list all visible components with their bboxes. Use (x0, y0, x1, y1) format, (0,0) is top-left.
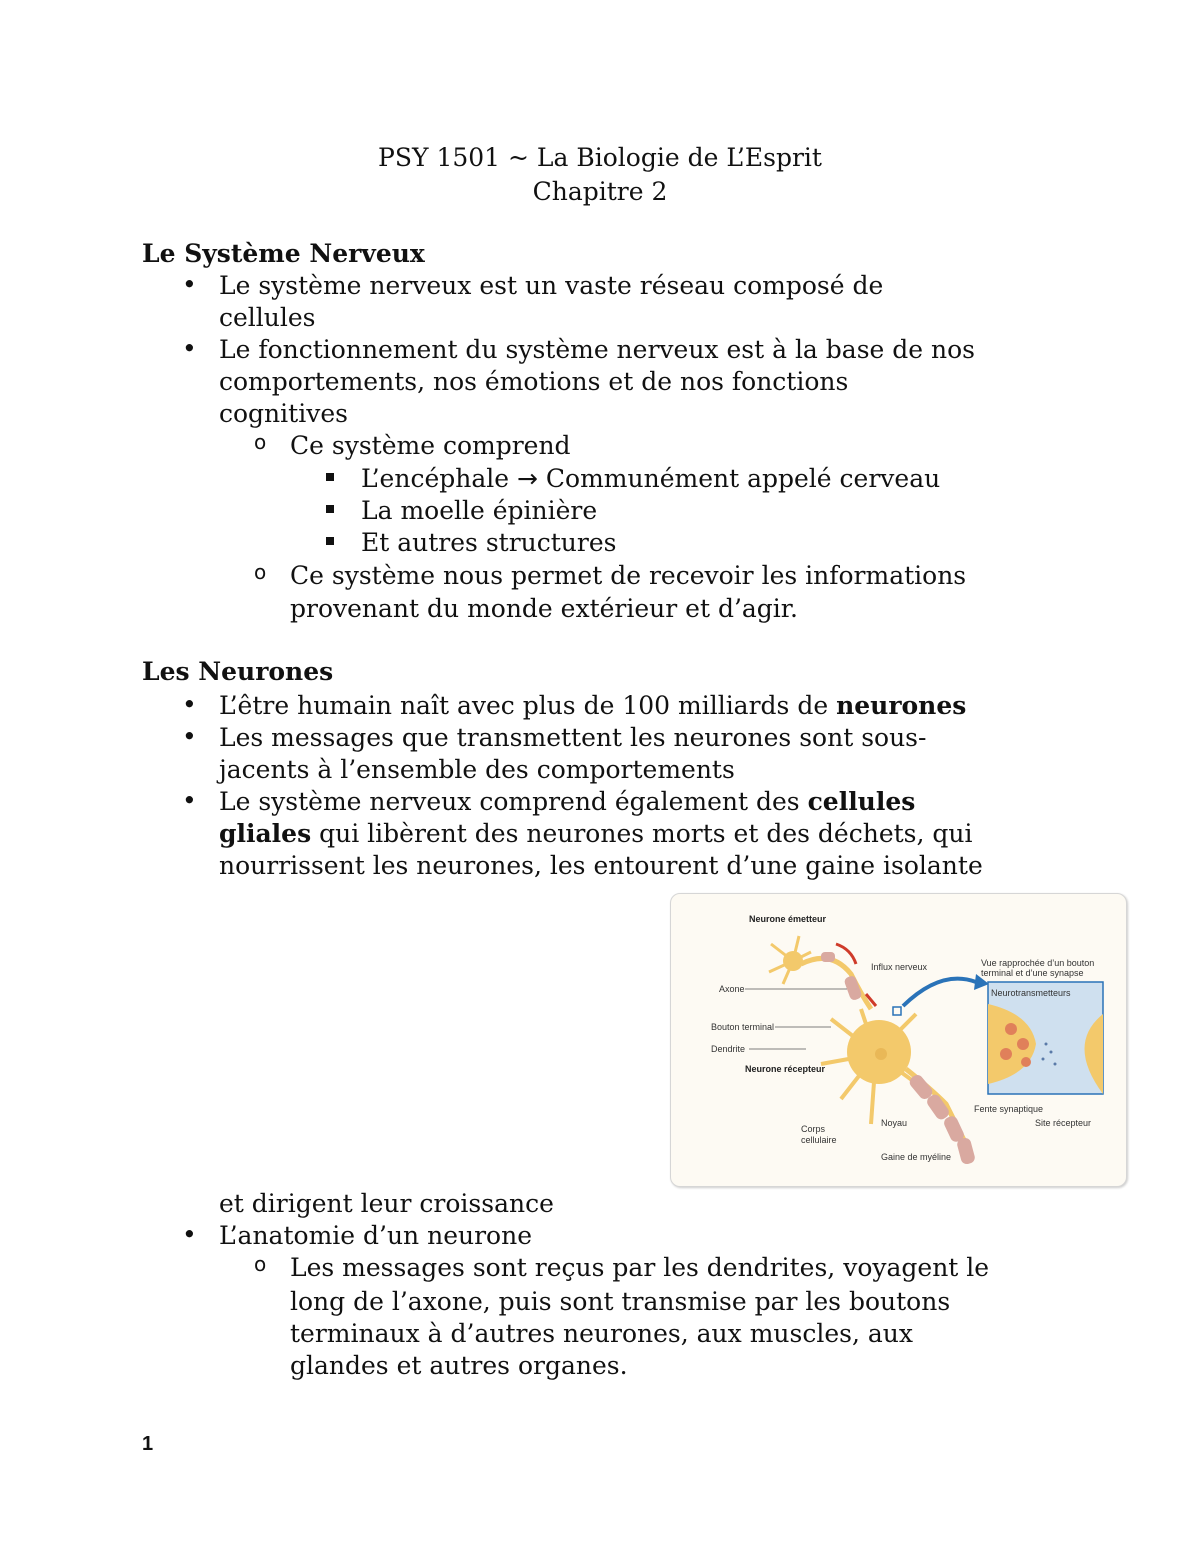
sub-sub-bullet-text: La moelle épinière (361, 496, 598, 525)
synapse-closeup (988, 982, 1103, 1094)
label-fente-synaptique: Fente synaptique (974, 1104, 1044, 1114)
sub-bullet-text: terminaux à d’autres neurones, aux muscles, aux (290, 1319, 913, 1348)
sub-sub-bullet-text (361, 463, 940, 495)
item-encephale: L’encéphale (361, 464, 510, 493)
sub-bullet-text: glandes et autres organes. (290, 1351, 628, 1380)
label-neurone-recepteur: Neurone récepteur (745, 1064, 826, 1074)
bullet-text (219, 786, 915, 818)
page-number: 1 (142, 1433, 154, 1455)
bullet-disc: • (182, 690, 197, 719)
bullet-circle: o (254, 560, 267, 584)
label-axone: Axone (719, 984, 745, 994)
bullet-text: nourrissent les neurones, les entourent d’une gaine isolante (219, 851, 983, 880)
bullet-text-part: L’être humain naît avec plus de 100 milliards de (219, 691, 837, 720)
label-influx-nerveux: Influx nerveux (871, 962, 928, 972)
label-gaine-myeline: Gaine de myéline (881, 1152, 952, 1162)
bullet-square (326, 537, 334, 545)
bullet-text: cellules (219, 303, 316, 332)
label-dendrite: Dendrite (711, 1044, 746, 1054)
bullet-text: Le fonctionnement du système nerveux est à la base de nos (219, 335, 975, 364)
bullet-text: Le système nerveux est un vaste réseau composé de (219, 271, 884, 300)
bold-term-neurones: neurones (836, 691, 967, 720)
receptor-neuron (821, 1009, 976, 1165)
sub-bullet-text: Ce système nous permet de recevoir les informations (290, 561, 967, 590)
sub-bullet-text: long de l’axone, puis sont transmise par les boutons (290, 1287, 951, 1316)
label-noyau: Noyau (881, 1118, 908, 1128)
arrow-icon: → (517, 464, 538, 493)
bullet-square (326, 505, 334, 513)
section-heading: Le Système Nerveux (142, 239, 425, 268)
section-heading: Les Neurones (142, 657, 334, 686)
bullet-circle: o (254, 430, 267, 454)
closeup-marker (893, 1007, 901, 1015)
bullet-disc: • (182, 334, 197, 363)
bullet-text-part: Le système nerveux comprend également des (219, 787, 808, 816)
bullet-text: cognitives (219, 399, 348, 428)
bullet-text (219, 690, 966, 722)
chapter-title: Chapitre 2 (532, 177, 668, 206)
bullet-circle: o (254, 1252, 267, 1276)
bullet-square (326, 473, 334, 481)
bold-term-gliales: gliales (219, 819, 312, 848)
label-bouton-terminal: Bouton terminal (711, 1022, 775, 1032)
bullet-text-part: qui libèrent des neurones morts et des déchets, qui (311, 819, 973, 848)
neuron-diagram (670, 893, 1127, 1187)
label-site-recepteur: Site récepteur (1035, 1118, 1092, 1128)
closeup-arrow (903, 979, 976, 1006)
bullet-text (219, 818, 972, 850)
sub-bullet-text: provenant du monde extérieur et d’agir. (290, 594, 798, 623)
label-corps: Corps (801, 1124, 826, 1134)
bullet-disc: • (182, 1220, 197, 1249)
sub-bullet-text: Ce système comprend (290, 431, 571, 460)
bullet-text: Les messages que transmettent les neurones sont sous- (219, 723, 927, 752)
bullet-disc: • (182, 270, 197, 299)
label-vue-rapprochee-2: terminal et d’une synapse (981, 968, 1084, 978)
label-cellulaire: cellulaire (801, 1135, 837, 1145)
document-title: PSY 1501 ~ La Biologie de L’Esprit (378, 143, 822, 172)
bullet-text: comportements, nos émotions et de nos fonctions (219, 367, 849, 396)
sub-bullet-text: Les messages sont reçus par les dendrites, voyagent le (290, 1253, 990, 1282)
bullet-text: et dirigent leur croissance (219, 1189, 554, 1218)
label-neurotransmetteurs: Neurotransmetteurs (991, 988, 1071, 998)
bold-term-cellules: cellules (807, 787, 916, 816)
sub-sub-bullet-text: Et autres structures (361, 528, 617, 557)
bullet-text: L’anatomie d’un neurone (219, 1221, 533, 1250)
emitter-axon (801, 952, 871, 1009)
bullet-text: jacents à l’ensemble des comportements (219, 755, 735, 784)
label-vue-rapprochee-1: Vue rapprochée d’un bouton (981, 958, 1095, 968)
item-cerveau: Communément appelé cerveau (545, 464, 941, 493)
neuron-diagram-svg (671, 894, 1126, 1186)
label-neurone-emetteur: Neurone émetteur (749, 914, 827, 924)
bullet-disc: • (182, 786, 197, 815)
bullet-disc: • (182, 722, 197, 751)
